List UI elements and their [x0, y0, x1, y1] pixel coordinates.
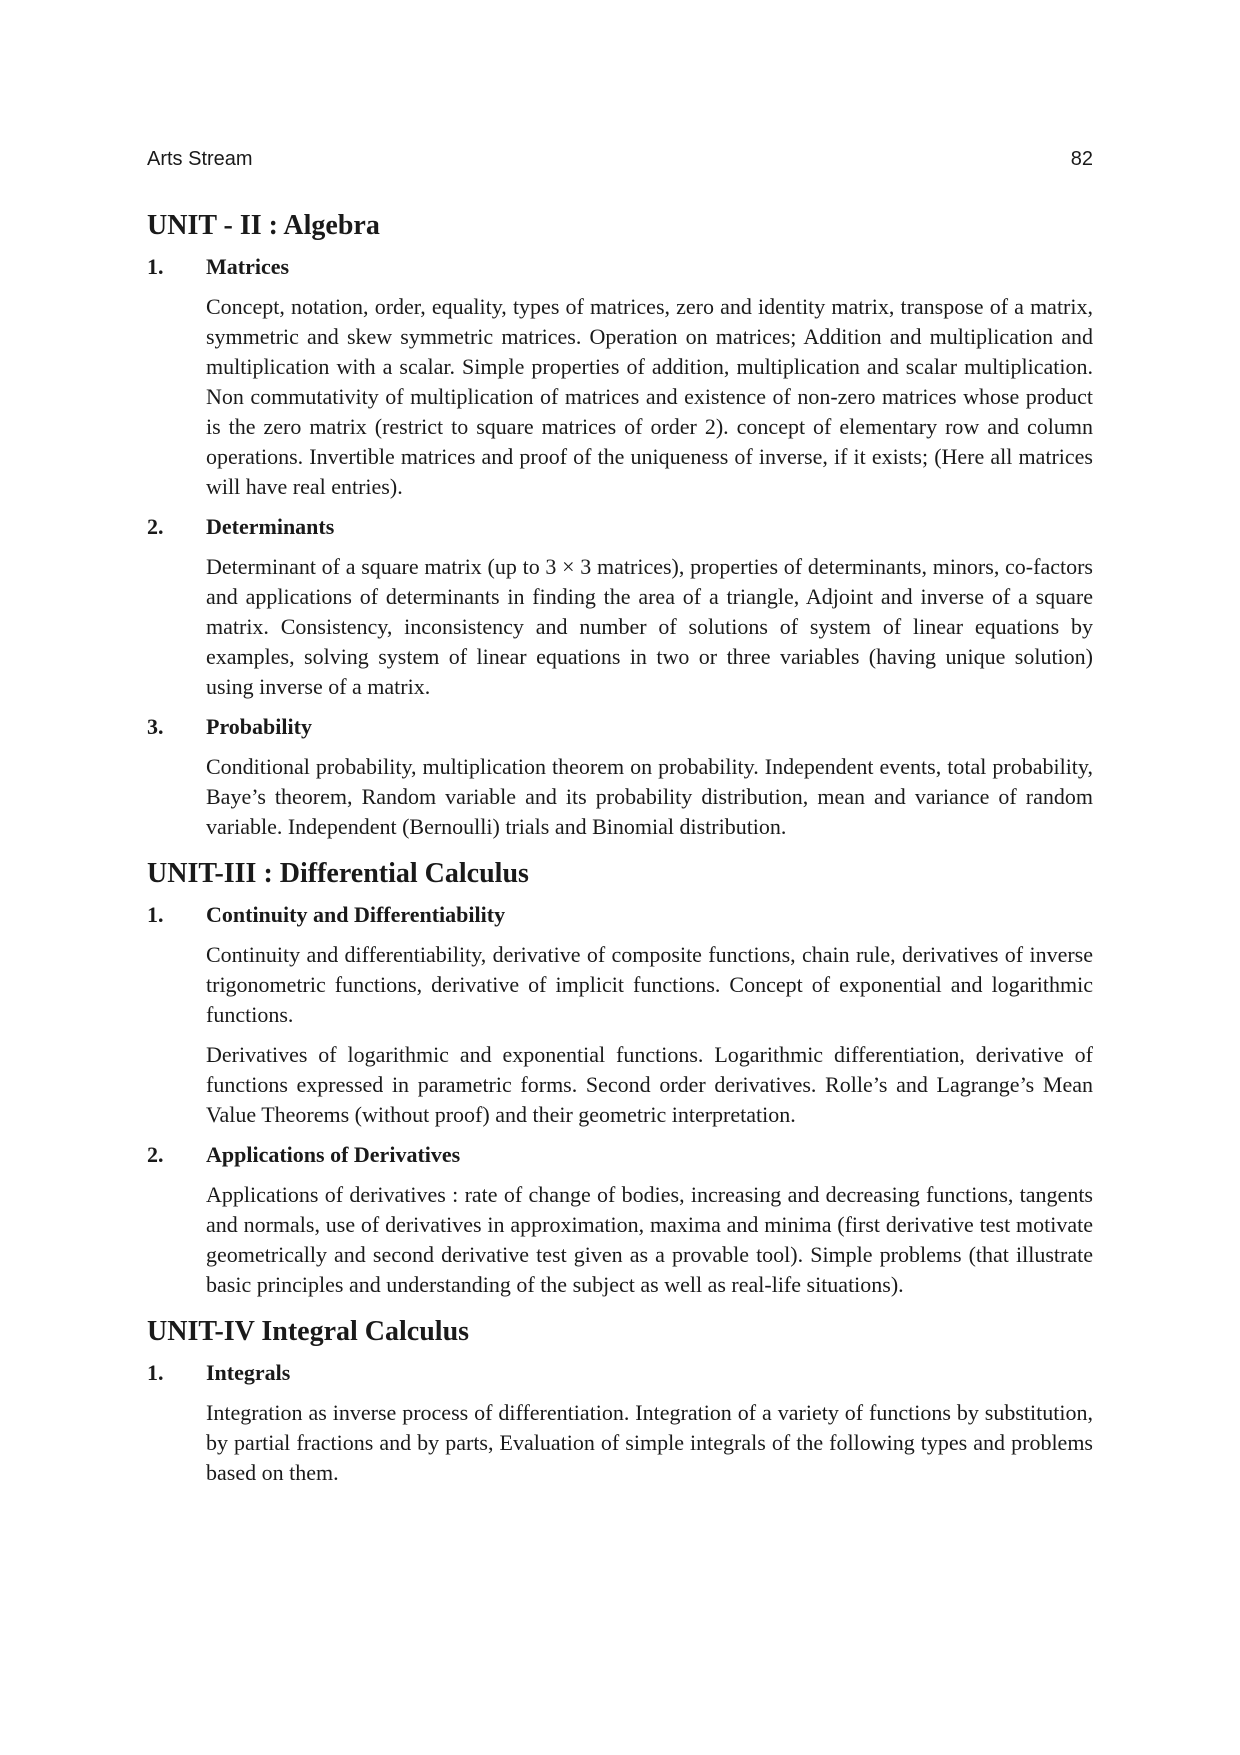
topic-number: 1. [147, 1360, 164, 1385]
topic-heading [147, 252, 1093, 282]
topic-paragraph: Derivatives of logarithmic and exponential functions. Logarithmic differentiation, derivative of functions expressed in parametric forms. Second order derivatives. Rolle’s and Lagrange’s Mean Value Theorems (without proof) and their geometric interpretation. [206, 1042, 1093, 1127]
topic-paragraph: Concept, notation, order, equality, types of matrices, zero and identity matrix, transpose of a matrix, symmetric and skew symmetric matrices. Operation on matrices; Addition and multiplication and multiplication with a scalar. Simple properties of addition, multiplication and scalar multiplication. Non commutativity of multiplication of matrices and existence of non-zero matrices whose product is the zero matrix (restrict to square matrices of order 2). concept of elementary row and column operations. Invertible matrices and proof of the uniqueness of inverse, if it exists; (Here all matrices will have real entries). [206, 294, 1093, 499]
topic-number: 1. [147, 254, 164, 279]
topic-heading [147, 512, 1093, 542]
topic-title: Matrices [206, 254, 290, 279]
topic-title: Probability [206, 714, 312, 739]
topic-paragraph: Applications of derivatives : rate of change of bodies, increasing and decreasing functions, tangents and normals, use of derivatives in approximation, maxima and minima (first derivative test motivate geometrically and second derivative test given as a provable tool). Simple problems (that illustrate basic principles and understanding of the subject as well as real-life situations). [206, 1182, 1093, 1297]
unit-title: UNIT-IV Integral Calculus [147, 1316, 470, 1347]
topic-number: 3. [147, 714, 164, 739]
topic-number: 2. [147, 1142, 164, 1167]
page-number: 82 [1070, 148, 1093, 170]
topic-number: 1. [147, 902, 164, 927]
stream-label: Arts Stream [147, 148, 253, 170]
topic-heading [147, 900, 1093, 930]
unit-title: UNIT - II : Algebra [147, 210, 380, 241]
topic-heading [147, 1140, 1093, 1170]
topic-heading [147, 712, 1093, 742]
syllabus-content [147, 208, 1093, 1498]
running-header [147, 148, 1093, 174]
topic-title: Applications of Derivatives [206, 1142, 461, 1167]
topic-paragraph: Continuity and differentiability, derivative of composite functions, chain rule, derivatives of inverse trigonometric functions, derivative of implicit functions. Concept of exponential and logarithmic functions. [206, 942, 1093, 1027]
topic-number: 2. [147, 514, 164, 539]
topic-paragraph: Integration as inverse process of differentiation. Integration of a variety of functions by substitution, by partial fractions and by parts, Evaluation of simple integrals of the following types and problems based on them. [206, 1400, 1093, 1485]
topic-paragraph: Determinant of a square matrix (up to 3 × 3 matrices), properties of determinants, minors, co-factors and applications of determinants in finding the area of a triangle, Adjoint and inverse of a square matrix. Consistency, inconsistency and number of solutions of system of linear equations by examples, solving system of linear equations in two or three variables (having unique solution) using inverse of a matrix. [206, 554, 1093, 699]
topic-title: Continuity and Differentiability [206, 902, 506, 927]
topic-heading [147, 1358, 1093, 1388]
unit-title: UNIT-III : Differential Calculus [147, 858, 529, 889]
topic-title: Determinants [206, 514, 335, 539]
topic-paragraph: Conditional probability, multiplication theorem on probability. Independent events, total probability, Baye’s theorem, Random variable and its probability distribution, mean and variance of random variable. Independent (Bernoulli) trials and Binomial distribution. [206, 754, 1093, 839]
topic-title: Integrals [206, 1360, 291, 1385]
